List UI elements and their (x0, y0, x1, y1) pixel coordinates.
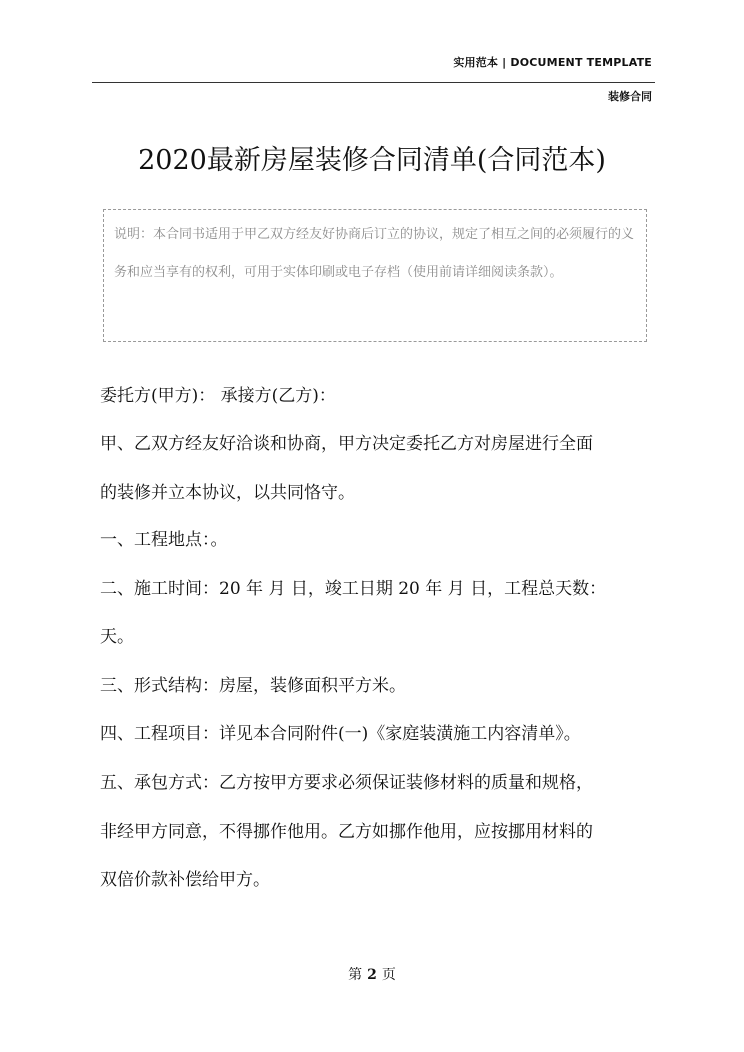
page-number: 2 (367, 967, 377, 983)
notice-text: 说明：本合同书适用于甲乙双方经友好协商后订立的协议，规定了相互之间的必须履行的义务和应当享有的权利，可用于实体印刷或电子存档（使用前请详细阅读条款）。 (114, 227, 635, 280)
clause-2-line-2: 天。 (100, 627, 134, 647)
intro-paragraph-line-1: 甲、乙双方经友好洽谈和协商，甲方决定委托乙方对房屋进行全面 (100, 434, 593, 454)
clause-5-line-2: 非经甲方同意，不得挪作他用。乙方如挪作他用，应按挪用材料的 (100, 822, 593, 842)
page-suffix: 页 (381, 967, 396, 983)
clause-2-line-1: 二、施工时间：20 年 月 日，竣工日期 20 年 月 日，工程总天数： (100, 579, 607, 599)
parties-line: 委托方(甲方)： 承接方(乙方)： (100, 386, 336, 406)
header-divider (92, 82, 655, 83)
page-prefix: 第 (348, 967, 363, 983)
clause-1: 一、工程地点：。 (100, 530, 228, 550)
header-category: 装修合同 (608, 90, 652, 103)
clause-5-line-3: 双倍价款补偿给甲方。 (100, 870, 270, 890)
clause-4: 四、工程项目：详见本合同附件(一)《家庭装潢施工内容清单》。 (100, 724, 581, 744)
document-title: 2020最新房屋装修合同清单(合同范本) (138, 145, 606, 176)
notice-box (103, 209, 647, 342)
page-footer (0, 964, 744, 984)
header-brand: 实用范本 | DOCUMENT TEMPLATE (453, 56, 652, 69)
clause-5-line-1: 五、承包方式：乙方按甲方要求必须保证装修材料的质量和规格， (100, 773, 593, 793)
clause-3: 三、形式结构：房屋，装修面积平方米。 (100, 676, 406, 696)
intro-paragraph-line-2: 的装修并立本协议，以共同恪守。 (100, 483, 355, 503)
